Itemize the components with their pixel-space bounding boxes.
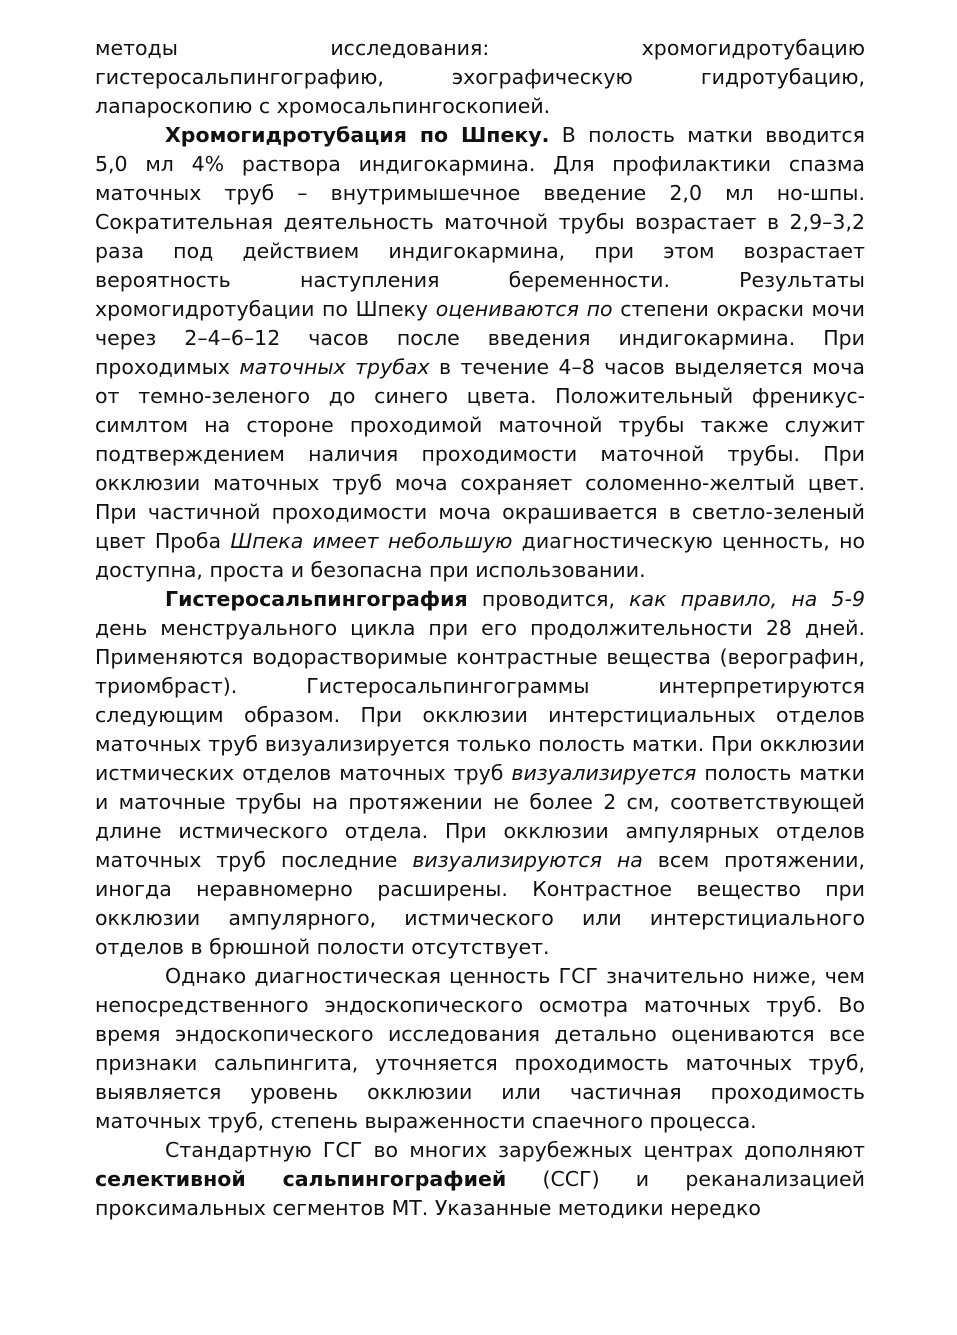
paragraph-hysterosalpingography	[95, 585, 865, 962]
paragraph-methods	[95, 34, 865, 121]
italic-span: визуализируются на	[412, 848, 643, 872]
italic-span: оцениваются по	[435, 297, 613, 321]
italic-span: маточных трубах	[239, 355, 430, 379]
text-span: день менструального цикла при его продолжительности 28 дней. Применяются водорастворимые контрастные вещества (верографин, триомбраст). Гистеросальпингограммы интерпретируются следующим образом. При окклюзии интерстициальных отделов маточных труб визуализируется только полость матки. При окклюзии истмических отделов маточных труб	[95, 616, 865, 785]
text-span: В полость матки вводится 5,0 мл 4% раствора индигокармина. Для профилактики спазма маточных труб – внутримышечное введение 2,0 мл но-шпы. Сократительная деятельность маточной трубы возрастает в 2,9–3,2 раза под действием индигокармина, при этом возрастает вероятность наступления беременности. Результаты хромогидротубации по Шпеку	[95, 123, 866, 321]
text-span: в течение 4–8 часов выделяется моча от темно-зеленого до синего цвета. Положительный френикус-симлтом на стороне проходимой маточной трубы также служит подтверждением наличия проходимости маточной трубы. При окклюзии маточных труб моча сохраняет соломенно-желтый цвет. При частичной проходимости моча окрашивается в светло-зеленый цвет Проба	[95, 355, 865, 553]
italic-span: визуализируется	[511, 761, 697, 785]
italic-span: Шпека имеет небольшую	[230, 529, 513, 553]
bold-term-selective-salpingography: селективной сальпингографией	[95, 1167, 507, 1191]
paragraph-diagnostic-value	[95, 962, 865, 1136]
section-heading-hysterosalpingography: Гистеросальпингография	[165, 587, 468, 611]
text-span: полость матки и маточные трубы на протяжении не более 2 см, соответствующей длине истмического отдела. При окклюзии ампулярных отделов маточных труб последние	[95, 761, 866, 872]
text-span: проводится,	[467, 587, 630, 611]
text-span: (ССГ) и реканализацией проксимальных сегментов МТ. Указанные методики нередко	[95, 1167, 865, 1220]
italic-span: как правило, на 5-9	[629, 587, 865, 611]
paragraph-chromohydrotubation	[95, 121, 865, 585]
paragraph-selective-salpingography	[95, 1136, 865, 1223]
text-span: всем протяжении, иногда неравномерно расширены. Контрастное вещество при окклюзии ампулярного, истмического или интерстициального отделов в брюшной полости отсутствует.	[95, 848, 866, 959]
text-span: Стандартную ГСГ во многих зарубежных центрах дополняют	[165, 1138, 865, 1162]
text-span: степени окраски мочи через 2–4–6–12 часов после введения индигокармина. При проходимых	[95, 297, 865, 379]
section-heading-chromohydrotubation: Хромогидротубация по Шпеку.	[165, 123, 550, 147]
text-span: диагностическую ценность, но доступна, проста и безопасна при использовании.	[95, 529, 866, 582]
text-span: методы исследования: хромогидротубацию гистеросальпингографию, эхографическую гидротубацию, лапароскопию с хромосальпингоскопией.	[95, 36, 865, 118]
text-span: Однако диагностическая ценность ГСГ значительно ниже, чем непосредственного эндоскопического осмотра маточных труб. Во время эндоскопического исследования детально оцениваются все признаки сальпингита, уточняется проходимость маточных труб, выявляется уровень окклюзии или частичная проходимость маточных труб, степень выраженности спаечного процесса.	[95, 964, 865, 1133]
